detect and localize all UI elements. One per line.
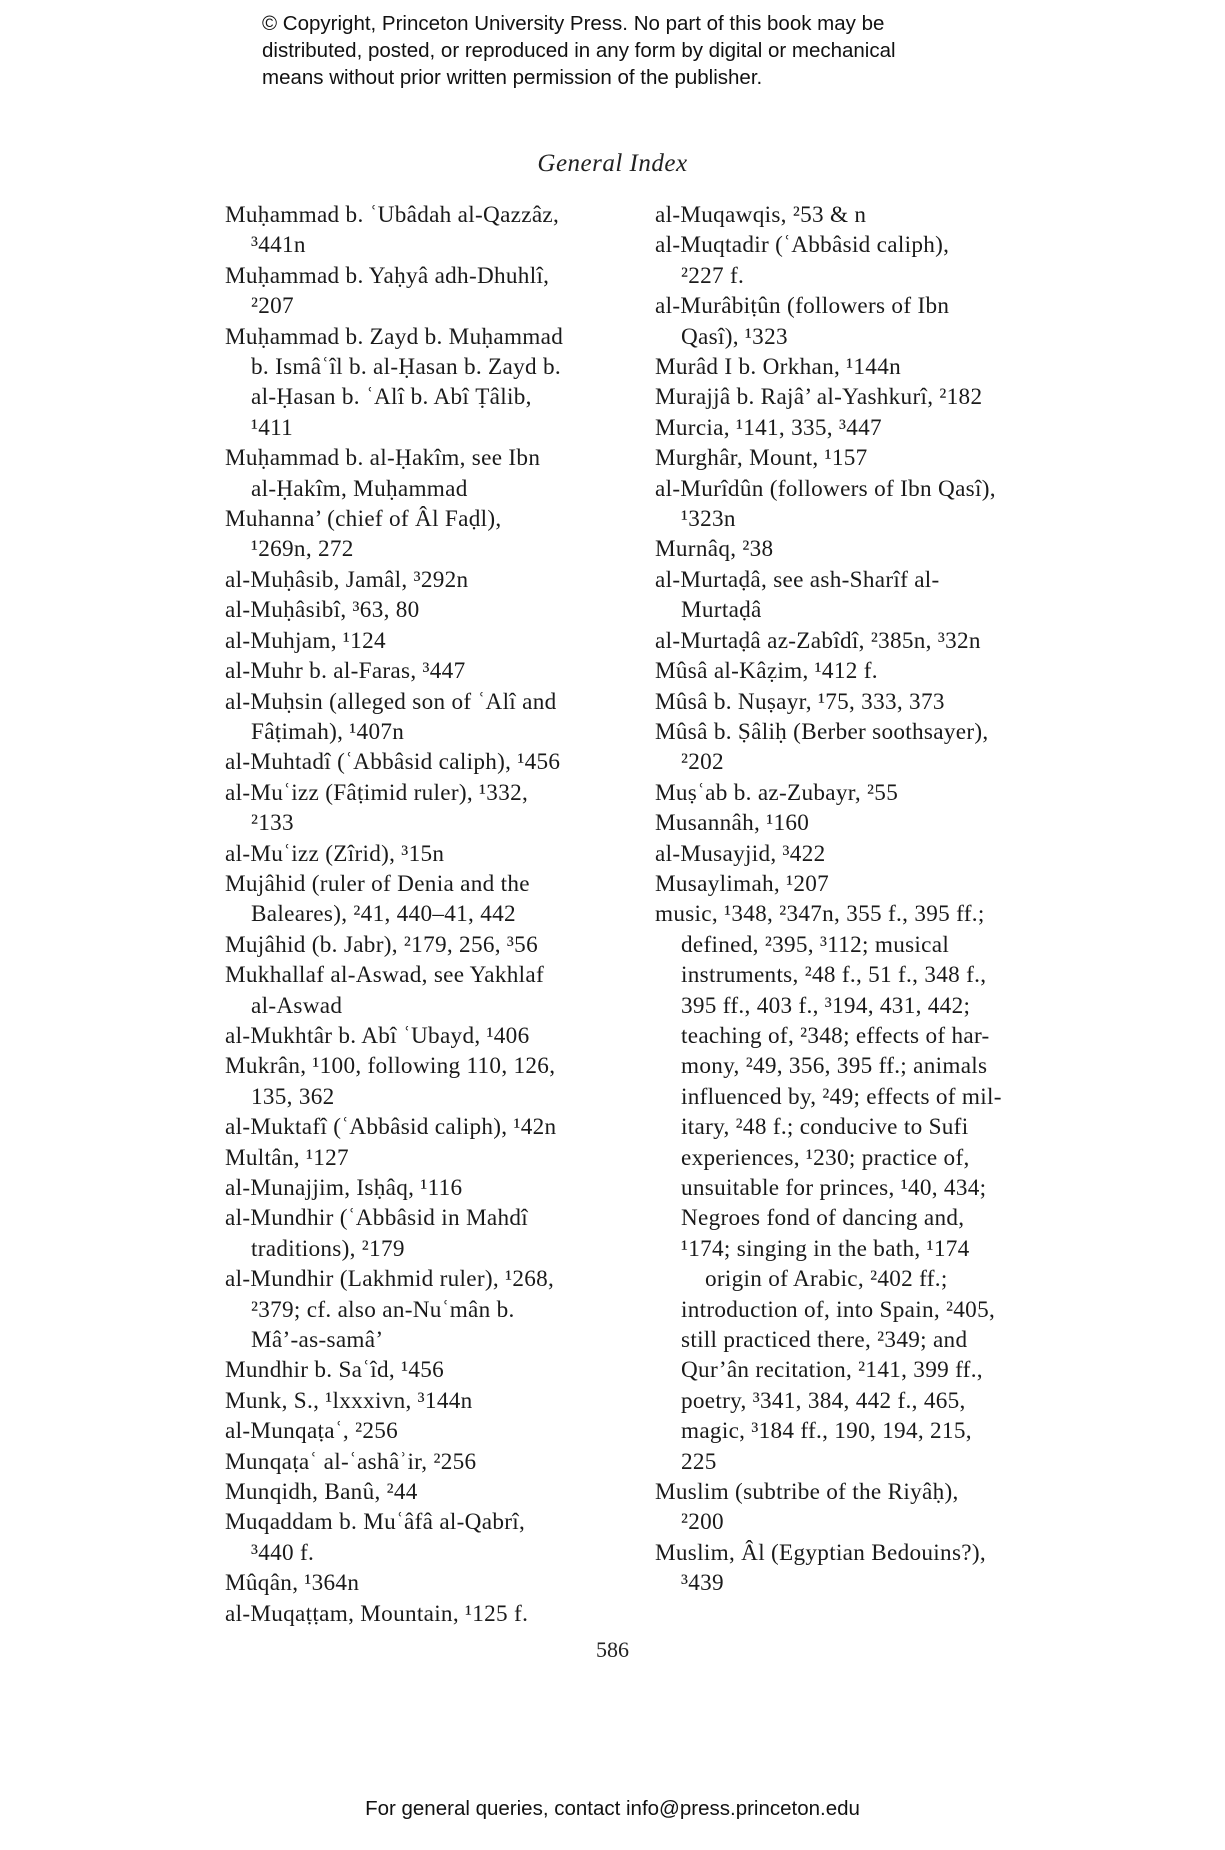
- index-entry: [225, 1416, 635, 1446]
- index-entry: [225, 1568, 635, 1598]
- index-entry: [225, 1447, 635, 1477]
- index-entry-heading: al-Muhjam, ¹124: [225, 627, 386, 654]
- index-entry: [655, 717, 1075, 778]
- index-entry-continuation: itary, ²48 f.; conducive to Sufi: [681, 1114, 969, 1141]
- index-entry: [655, 778, 1075, 808]
- index-entry-heading: Mûqân, ¹364n: [225, 1570, 360, 1597]
- index-entry: [225, 1264, 635, 1355]
- index-entry: [225, 1051, 635, 1112]
- index-entry-continuation: Murtaḍâ: [681, 597, 762, 624]
- index-entry-continuation: instruments, ²48 f., 51 f., 348 f.,: [681, 962, 987, 989]
- index-entry: [225, 1112, 635, 1142]
- index-entry: [655, 808, 1075, 838]
- index-entry: [225, 960, 635, 1021]
- index-column-left: [225, 200, 635, 1629]
- index-entry: [225, 565, 635, 595]
- index-entry-heading: Munk, S., ¹lxxxivn, ³144n: [225, 1387, 473, 1414]
- index-entry: [225, 595, 635, 625]
- index-entry: [225, 1203, 635, 1264]
- index-entry-heading: Muḥammad b. Yaḥyâ adh-Dhuhlî,: [225, 262, 550, 289]
- index-entry: [225, 930, 635, 960]
- index-entry: [225, 778, 635, 839]
- index-entry-heading: al-Muḥâsib, Jamâl, ³292n: [225, 566, 469, 593]
- index-entry-heading: Murajjâ b. Rajâ’ al-Yashkurî, ²182: [655, 384, 983, 411]
- index-entry-continuation: ²379; cf. also an-Nuʿmân b.: [251, 1296, 515, 1323]
- index-entry-heading: al-Muḥsin (alleged son of ʿAlî and: [225, 688, 557, 715]
- index-entry-heading: Muslim (subtribe of the Riyâḥ),: [655, 1479, 959, 1506]
- index-entry-heading: Muṣʿab b. az-Zubayr, ²55: [655, 779, 899, 806]
- index-entry-continuation: teaching of, ²348; effects of har-: [681, 1022, 990, 1049]
- index-entry-heading: al-Mukhtâr b. Abî ʿUbayd, ¹406: [225, 1022, 530, 1049]
- index-entry-heading: Mujâhid (b. Jabr), ²179, 256, ³56: [225, 931, 538, 958]
- index-entry-heading: Musaylimah, ¹207: [655, 870, 830, 897]
- index-entry-continuation: Negroes fond of dancing and,: [681, 1205, 965, 1232]
- index-entry: [225, 1599, 635, 1629]
- index-entry-continuation: ¹323n: [681, 506, 736, 533]
- index-entry-heading: al-Muqaṭṭam, Mountain, ¹125 f.: [225, 1600, 529, 1627]
- index-entry-heading: Mukhallaf al-Aswad, see Yakhlaf: [225, 962, 545, 989]
- index-entry: [225, 1386, 635, 1416]
- index-entry: [655, 230, 1075, 291]
- copyright-line: distributed, posted, or reproduced in any form by digital or mechanical: [262, 39, 896, 62]
- index-entry-continuation: al-Ḥasan b. ʿAlî b. Abî Ṭâlib,: [251, 384, 532, 411]
- copyright-line: means without prior written permission of the publisher.: [262, 66, 763, 89]
- copyright-notice: [262, 10, 982, 91]
- index-entry-heading: al-Mundhir (Lakhmid ruler), ¹268,: [225, 1266, 555, 1293]
- index-entry-heading: Muḥammad b. al-Ḥakîm, see Ibn: [225, 445, 541, 472]
- index-entry: [655, 1477, 1075, 1538]
- index-entry-heading: al-Murtaḍâ az-Zabîdî, ²385n, ³32n: [655, 627, 981, 654]
- index-entry: [655, 626, 1075, 656]
- footer-contact: For general queries, contact info@press.princeton.edu: [365, 1797, 860, 1820]
- index-entry: [225, 1477, 635, 1507]
- index-entry-heading: al-Murîdûn (followers of Ibn Qasî),: [655, 475, 996, 502]
- index-entry-heading: Muhanna’ (chief of Âl Faḍl),: [225, 506, 502, 533]
- index-entry: [655, 687, 1075, 717]
- index-entry-continuation: 225: [681, 1448, 717, 1475]
- page-number: 586: [596, 1637, 629, 1662]
- index-entry-heading: al-Munqaṭaʿ, ²256: [225, 1418, 399, 1445]
- index-entry: [225, 1143, 635, 1173]
- index-entry: [225, 443, 635, 504]
- index-entry-continuation: Fâṭimah), ¹407n: [251, 718, 405, 745]
- index-entry: [225, 869, 635, 930]
- index-entry: [655, 413, 1075, 443]
- index-entry-continuation: experiences, ¹230; practice of,: [681, 1144, 970, 1171]
- index-entry-heading: Muslim, Âl (Egyptian Bedouins?),: [655, 1539, 986, 1566]
- index-entry-continuation: unsuitable for princes, ¹40, 434;: [681, 1175, 987, 1201]
- index-entry-heading: Murcia, ¹141, 335, ³447: [655, 414, 882, 441]
- index-entry-heading: al-Murtaḍâ, see ash-Sharîf al-: [655, 566, 940, 593]
- index-entry-continuation: magic, ³184 ff., 190, 194, 215,: [681, 1418, 972, 1445]
- index-entry: [225, 687, 635, 748]
- index-entry-heading: al-Muʿizz (Zîrid), ³15n: [225, 840, 445, 867]
- index-column-right: [655, 200, 1075, 1599]
- index-entry-continuation: al-Ḥakîm, Muḥammad: [251, 475, 468, 502]
- index-entry: [655, 200, 1075, 230]
- index-entry-heading: Mujâhid (ruler of Denia and the: [225, 870, 530, 897]
- index-entry: [655, 382, 1075, 412]
- index-entry-heading: al-Muʿizz (Fâṭimid ruler), ¹332,: [225, 779, 529, 806]
- index-entry-continuation: origin of Arabic, ²402 ff.;: [705, 1266, 948, 1293]
- index-entry-heading: Muqaddam b. Muʿâfâ al-Qabrî,: [225, 1509, 526, 1536]
- index-entry-heading: al-Muhtadî (ʿAbbâsid caliph), ¹456: [225, 749, 561, 776]
- index-entry-continuation: Baleares), ²41, 440–41, 442: [251, 901, 516, 928]
- index-entry-continuation: traditions), ²179: [251, 1235, 405, 1262]
- index-entry-continuation: introduction of, into Spain, ²405,: [681, 1296, 996, 1323]
- index-entry: [655, 656, 1075, 686]
- index-entry: [225, 1355, 635, 1385]
- index-entry-continuation: defined, ²395, ³112; musical: [681, 931, 950, 958]
- index-entry: [655, 1538, 1075, 1599]
- index-entry: [225, 747, 635, 777]
- index-entry-heading: al-Muqtadir (ʿAbbâsid caliph),: [655, 232, 950, 259]
- index-entry: [655, 534, 1075, 564]
- index-entry-heading: Mûsâ b. Nuṣayr, ¹75, 333, 373: [655, 688, 945, 715]
- index-entry: [225, 1507, 635, 1568]
- index-entry-continuation: 135, 362: [251, 1083, 335, 1110]
- index-entry-continuation: 395 ff., 403 f., ³194, 431, 442;: [681, 992, 971, 1019]
- index-entry-continuation: ²202: [681, 749, 724, 776]
- index-entry-continuation: ³440 f.: [251, 1539, 315, 1566]
- index-entry: [655, 565, 1075, 626]
- index-entry-heading: al-Muḥâsibî, ³63, 80: [225, 597, 420, 624]
- index-entry-continuation: ³441n: [251, 232, 306, 259]
- index-entry-continuation: ²207: [251, 293, 294, 320]
- index-entry-continuation: al-Aswad: [251, 992, 343, 1019]
- index-entry: [225, 322, 635, 444]
- index-entry: [655, 352, 1075, 382]
- index-entry-heading: Murâd I b. Orkhan, ¹144n: [655, 354, 901, 381]
- index-entry-heading: Mûsâ al-Kâẓim, ¹412 f.: [655, 658, 878, 685]
- index-entry-heading: al-Murâbiṭûn (followers of Ibn: [655, 293, 950, 320]
- index-entry: [655, 839, 1075, 869]
- index-entry: [655, 869, 1075, 899]
- index-entry: [655, 899, 1075, 1477]
- index-entry-heading: Munqaṭaʿ al-ʿashâʾir, ²256: [225, 1448, 477, 1475]
- index-entry-continuation: b. Ismâʿîl b. al-Ḥasan b. Zayd b.: [251, 354, 561, 381]
- index-entry: [655, 443, 1075, 473]
- index-entry-heading: Murghâr, Mount, ¹157: [655, 445, 868, 472]
- index-entry-continuation: ²227 f.: [681, 262, 745, 289]
- index-entry: [655, 291, 1075, 352]
- index-entry-heading: al-Mundhir (ʿAbbâsid in Mahdî: [225, 1205, 529, 1232]
- index-entry-continuation: Mâ’-as-samâ’: [251, 1327, 384, 1354]
- index-entry-heading: Multân, ¹127: [225, 1144, 349, 1171]
- index-entry: [655, 474, 1075, 535]
- index-entry-heading: Muḥammad b. Zayd b. Muḥammad: [225, 323, 564, 350]
- index-entry-continuation: ³439: [681, 1570, 724, 1597]
- index-entry: [225, 504, 635, 565]
- index-entry: [225, 1173, 635, 1203]
- index-entry-continuation: influenced by, ²49; effects of mil-: [681, 1083, 1002, 1110]
- index-entry-heading: al-Munajjim, Isḥâq, ¹116: [225, 1175, 463, 1201]
- index-entry: [225, 1021, 635, 1051]
- index-entry-continuation: still practiced there, ²349; and: [681, 1327, 968, 1354]
- index-entry-heading: Munqidh, Banû, ²44: [225, 1479, 418, 1506]
- index-entry-continuation: ¹411: [251, 414, 294, 441]
- index-entry-continuation: Qur’ân recitation, ²141, 399 ff.,: [681, 1357, 983, 1384]
- index-entry-heading: Mukrân, ¹100, following 110, 126,: [225, 1053, 556, 1080]
- index-entry: [225, 656, 635, 686]
- index-entry: [225, 200, 635, 261]
- index-entry-heading: Musannâh, ¹160: [655, 810, 810, 837]
- index-entry-heading: music, ¹348, ²347n, 355 f., 395 ff.;: [655, 901, 985, 928]
- copyright-line: © Copyright, Princeton University Press. No part of this book may be: [262, 12, 885, 35]
- index-entry-continuation: poetry, ³341, 384, 442 f., 465,: [681, 1387, 966, 1414]
- index-entry-heading: al-Muktafî (ʿAbbâsid caliph), ¹42n: [225, 1114, 557, 1141]
- running-head: General Index: [537, 150, 688, 177]
- index-entry-heading: Muḥammad b. ʿUbâdah al-Qazzâz,: [225, 202, 560, 228]
- index-entry-continuation: ¹174; singing in the bath, ¹174: [681, 1235, 970, 1262]
- index-entry: [225, 626, 635, 656]
- index-entry-heading: Mundhir b. Saʿîd, ¹456: [225, 1357, 445, 1384]
- index-entry-heading: al-Muqawqis, ²53 & n: [655, 202, 867, 228]
- index-entry-continuation: mony, ²49, 356, 395 ff.; animals: [681, 1053, 988, 1080]
- index-entry-continuation: ¹269n, 272: [251, 536, 354, 563]
- index-entry-heading: Murnâq, ²38: [655, 536, 774, 563]
- index-entry-heading: al-Musayjid, ³422: [655, 840, 826, 867]
- index-entry-continuation: Qasî), ¹323: [681, 323, 788, 350]
- index-entry-continuation: ²133: [251, 810, 294, 837]
- index-entry: [225, 261, 635, 322]
- index-entry-heading: al-Muhr b. al-Faras, ³447: [225, 658, 466, 685]
- index-entry: [225, 839, 635, 869]
- index-entry-heading: Mûsâ b. Ṣâliḥ (Berber soothsayer),: [655, 718, 989, 745]
- index-entry-continuation: ²200: [681, 1509, 724, 1536]
